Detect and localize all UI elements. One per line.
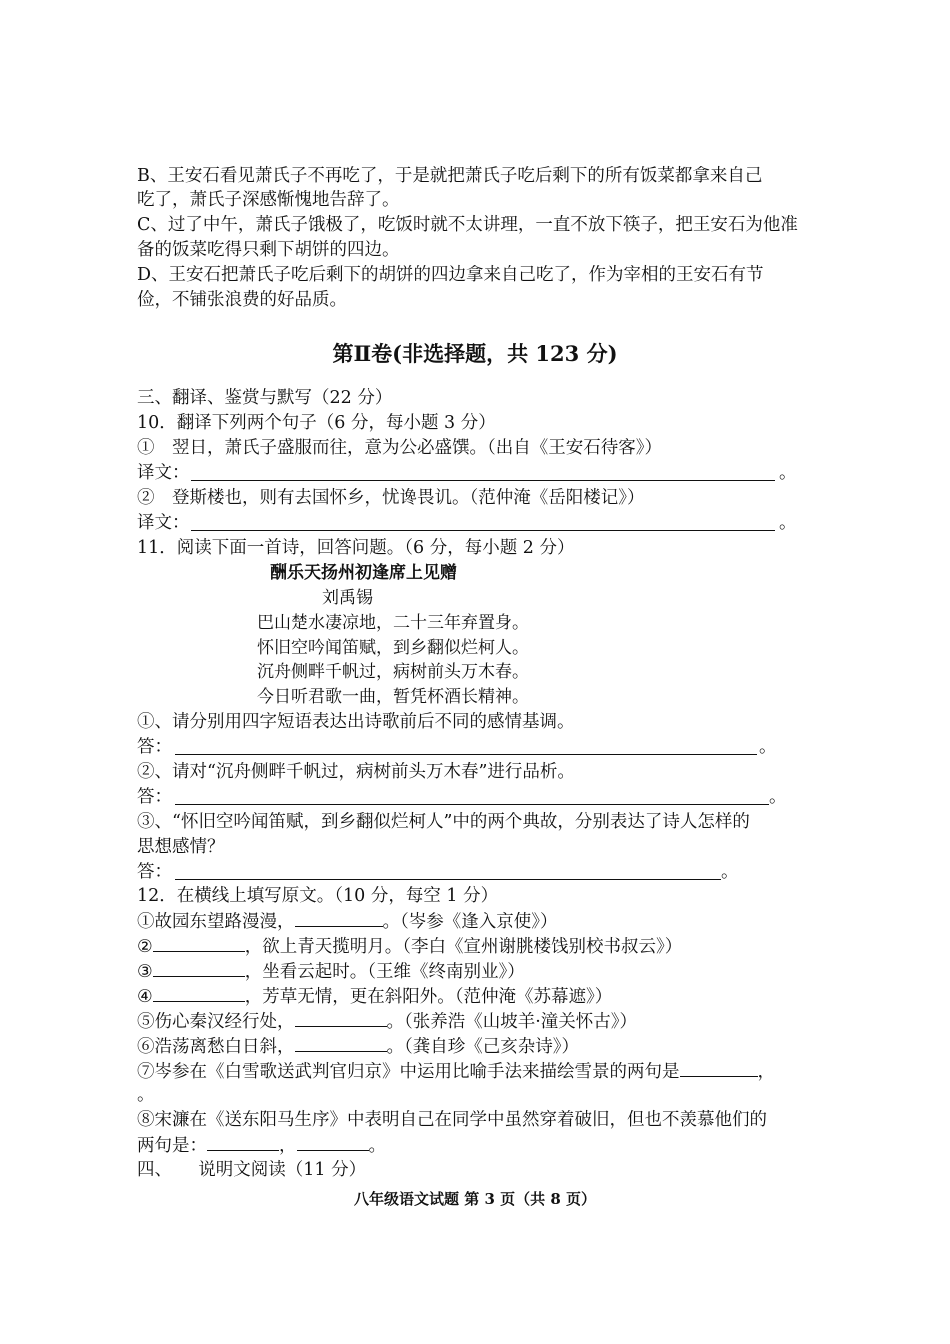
end-mark: 。 xyxy=(721,862,739,882)
item-text: ， xyxy=(279,1136,297,1156)
q12-item-3 xyxy=(137,959,525,984)
fill-blank[interactable] xyxy=(153,984,245,1002)
q11-answer-2[interactable] xyxy=(137,785,787,809)
item-text: ， xyxy=(757,1062,775,1082)
item-text: ，欲上青天揽明月。（李白《宣州谢朓楼饯别校书叔云》） xyxy=(244,937,683,957)
poem-author: 刘禹锡 xyxy=(322,588,373,608)
q10-title: 10．翻译下列两个句子（6 分，每小题 3 分） xyxy=(137,413,496,433)
fill-blank[interactable] xyxy=(153,934,245,952)
section-title: 第Ⅱ卷(非选择题，共 123 分) xyxy=(332,341,618,366)
poem-line-4: 今日听君歌一曲，暂凭杯酒长精神。 xyxy=(257,687,529,707)
part3-heading: 三、翻译、鉴赏与默写（22 分） xyxy=(137,388,393,408)
fill-blank[interactable] xyxy=(680,1059,758,1077)
item-text: ④ xyxy=(137,987,153,1007)
item-text: 。（龚自珍《己亥杂诗》） xyxy=(386,1037,579,1057)
option-d-line2: 俭，不铺张浪费的好品质。 xyxy=(137,290,347,310)
poem-line-3: 沉舟侧畔千帆过，病树前头万木春。 xyxy=(257,662,529,682)
answer-label: 译文： xyxy=(137,513,190,533)
answer-label: 答： xyxy=(137,862,172,882)
option-c-line1: C、过了中午，萧氏子饿极了，吃饭时就不太讲理，一直不放下筷子，把王安石为他准 xyxy=(137,215,798,235)
q12-item-1 xyxy=(137,909,558,934)
fill-blank[interactable] xyxy=(207,1133,279,1151)
end-mark: 。 xyxy=(779,513,797,533)
page-footer: 八年级语文试题 第 3 页（共 8 页） xyxy=(354,1190,596,1208)
q11-prompt-1: ①、请分别用四字短语表达出诗歌前后不同的感情基调。 xyxy=(137,712,575,732)
item-text: ⑥浩荡离愁白日斜， xyxy=(137,1037,295,1057)
fill-blank[interactable] xyxy=(295,1034,387,1052)
part4-heading: 四、 说明文阅读（11 分） xyxy=(137,1160,367,1180)
end-mark: 。 xyxy=(779,463,797,483)
item-text: 。 xyxy=(368,1136,386,1156)
item-text: ①故园东望路漫漫， xyxy=(137,912,295,932)
item-text: 两句是： xyxy=(137,1136,207,1156)
poem-line-2: 怀旧空吟闻笛赋，到乡翻似烂柯人。 xyxy=(257,638,529,658)
answer-label: 译文： xyxy=(137,463,190,483)
q11-prompt-2: ②、请对“沉舟侧畔千帆过，病树前头万木春”进行品析。 xyxy=(137,762,575,782)
q12-item-8-line1: ⑧宋濂在《送东阳马生序》中表明自己在同学中虽然穿着破旧，但也不羡慕他们的 xyxy=(137,1110,767,1130)
poem-title: 酬乐天扬州初逢席上见赠 xyxy=(270,563,457,583)
q10-answer-2[interactable] xyxy=(137,511,797,535)
option-d-line1: D、王安石把萧氏子吃后剩下的胡饼的四边拿来自己吃了，作为宰相的王安石有节 xyxy=(137,265,764,285)
q11-prompt-3-line1: ③、“怀旧空吟闻笛赋，到乡翻似烂柯人”中的两个典故，分别表达了诗人怎样的 xyxy=(137,812,750,832)
item-text: ③ xyxy=(137,962,153,982)
answer-line[interactable] xyxy=(175,879,721,880)
end-mark: 。 xyxy=(759,737,777,757)
item-text: ，坐看云起时。（王维《终南别业》） xyxy=(244,962,525,982)
item-text: ⑦岑参在《白雪歌送武判官归京》中运用比喻手法来描绘雪景的两句是 xyxy=(137,1062,680,1082)
q12-title: 12．在横线上填写原文。（10 分，每空 1 分） xyxy=(137,886,499,906)
q10-answer-1[interactable] xyxy=(137,461,797,485)
poem-line-1: 巴山楚水凄凉地，二十三年弃置身。 xyxy=(257,613,529,633)
answer-label: 答： xyxy=(137,737,172,757)
q11-prompt-3-line2: 思想感情？ xyxy=(137,837,225,857)
q12-item-8-line2 xyxy=(137,1133,386,1158)
q11-answer-1[interactable] xyxy=(137,735,777,759)
answer-line[interactable] xyxy=(191,480,775,481)
end-mark: 。 xyxy=(769,787,787,807)
q11-answer-3[interactable] xyxy=(137,860,737,884)
answer-label: 答： xyxy=(137,787,172,807)
fill-blank[interactable] xyxy=(295,1009,387,1027)
q11-title: 11．阅读下面一首诗，回答问题。（6 分，每小题 2 分） xyxy=(137,538,575,558)
q12-item-2 xyxy=(137,934,682,959)
answer-line[interactable] xyxy=(175,754,757,755)
answer-line[interactable] xyxy=(191,530,775,531)
item-text: 。（张养浩《山坡羊·潼关怀古》） xyxy=(386,1012,638,1032)
option-c-line2: 备的饭菜吃得只剩下胡饼的四边。 xyxy=(137,240,400,260)
fill-blank[interactable] xyxy=(297,1133,369,1151)
item-text: 。（岑参《逢入京使》） xyxy=(382,912,558,932)
fill-blank[interactable] xyxy=(153,959,245,977)
item-text: ⑤伤心秦汉经行处， xyxy=(137,1012,295,1032)
option-b-line2: 吃了，萧氏子深感惭愧地告辞了。 xyxy=(137,190,400,210)
q12-item-6 xyxy=(137,1034,579,1059)
q12-item-7 xyxy=(137,1059,775,1084)
fill-blank[interactable] xyxy=(295,909,383,927)
item-text: ，芳草无情，更在斜阳外。（范仲淹《苏幕遮》） xyxy=(244,987,613,1007)
q10-sentence-2: ② 登斯楼也，则有去国怀乡，忧谗畏讥。（范仲淹《岳阳楼记》） xyxy=(137,488,645,508)
q12-item-5 xyxy=(137,1009,637,1034)
q10-sentence-1: ① 翌日，萧氏子盛服而往，意为公必盛馔。（出自《王安石待客》） xyxy=(137,438,662,458)
item-text: ② xyxy=(137,937,153,957)
q12-item-4 xyxy=(137,984,612,1009)
q12-item-7-end: 。 xyxy=(137,1085,155,1105)
answer-line[interactable] xyxy=(175,804,769,805)
option-b-line1: B、王安石看见萧氏子不再吃了，于是就把萧氏子吃后剩下的所有饭菜都拿来自己 xyxy=(137,166,763,186)
